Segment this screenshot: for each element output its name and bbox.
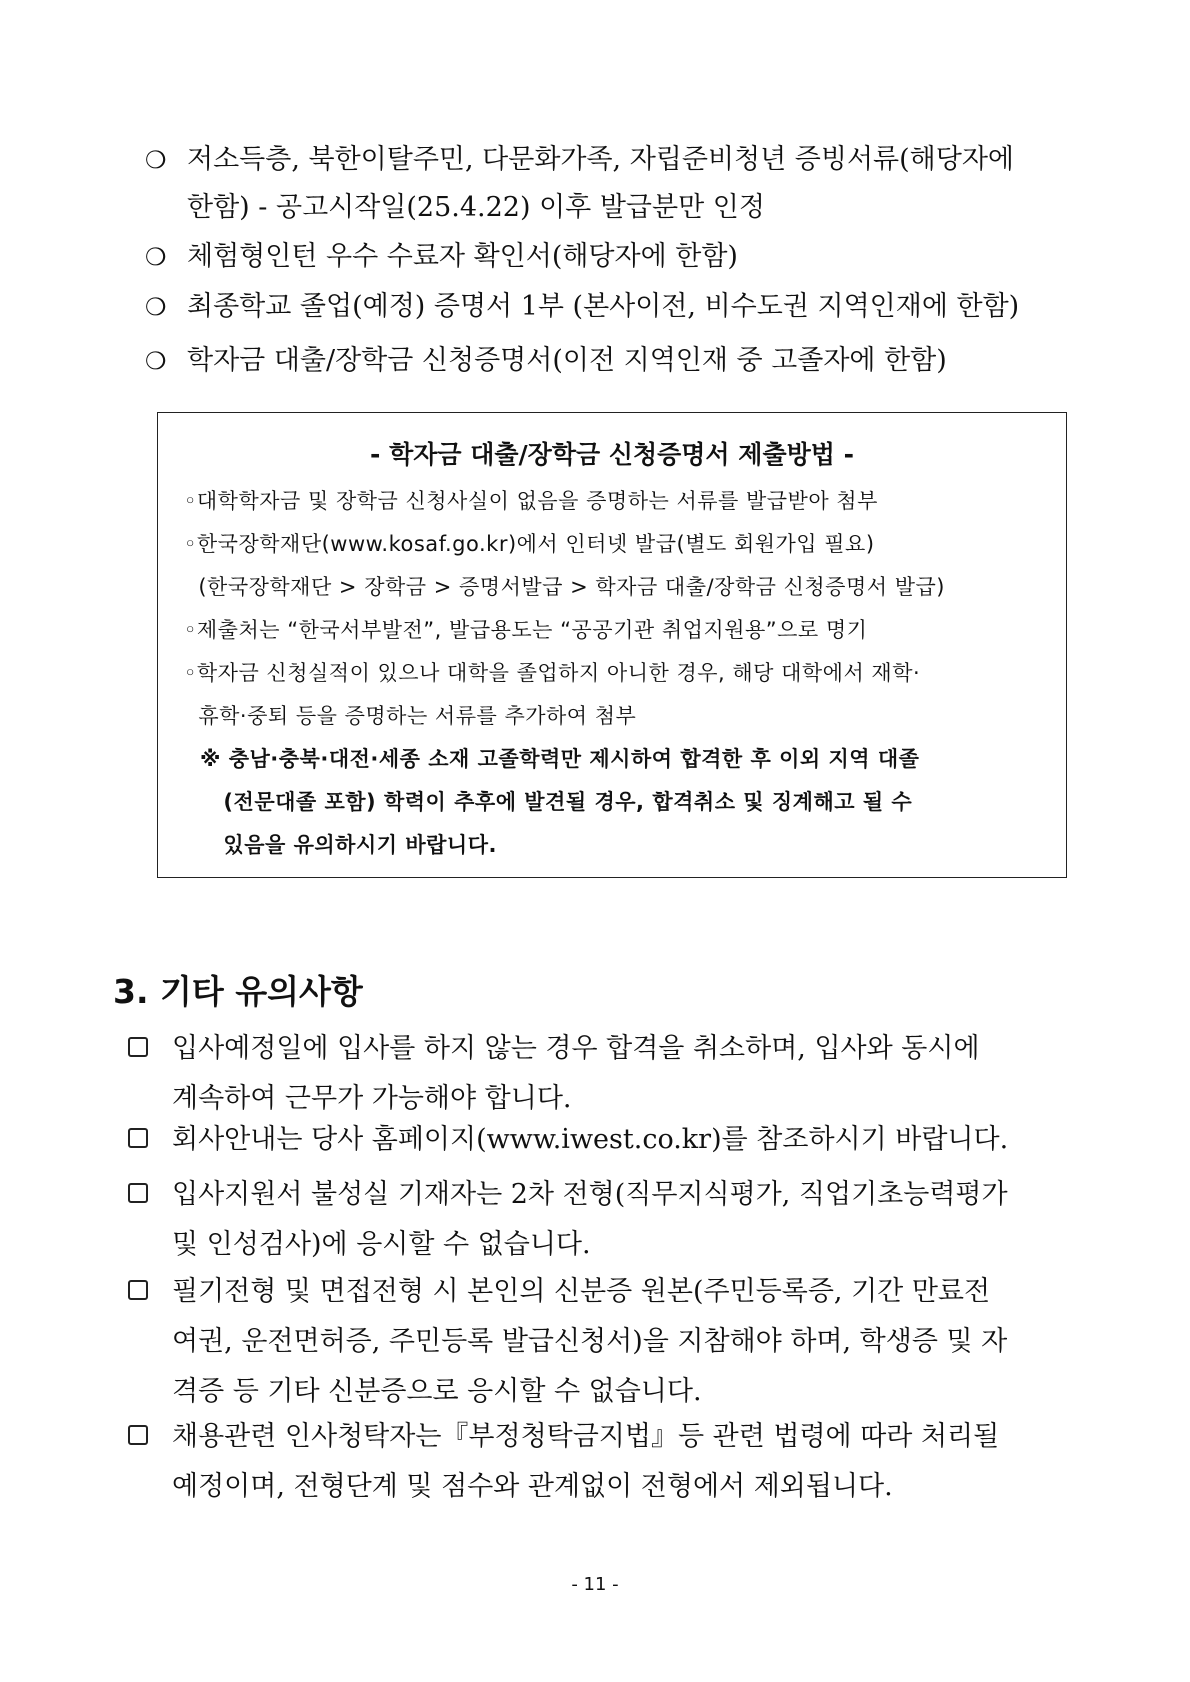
checkbox-square-icon — [128, 1183, 148, 1203]
box-line: ◦학자금 신청실적이 있으나 대학을 졸업하지 아니한 경우, 해당 대학에서 재학· — [184, 661, 921, 685]
list-item-text: 한함) - 공고시작일(25.4.22) 이후 발급분만 인정 — [187, 192, 765, 223]
checklist-item-text: 필기전형 및 면접전형 시 본인의 신분증 원본(주민등록증, 기간 만료전 — [172, 1276, 991, 1307]
checklist-item — [128, 1170, 1098, 1270]
list-item — [145, 283, 1095, 331]
checklist-item-text: 격증 등 기타 신분증으로 응시할 수 없습니다. — [172, 1376, 702, 1407]
list-item-text: 저소득층, 북한이탈주민, 다문화가족, 자립준비청년 증빙서류(해당자에 — [187, 144, 1014, 175]
checkbox-square-icon — [128, 1425, 148, 1445]
checklist-item-text: 계속하여 근무가 가능해야 합니다. — [172, 1083, 572, 1114]
checklist-item — [128, 1412, 1098, 1512]
submission-method-box — [157, 412, 1067, 878]
checklist-item-text: 및 인성검사)에 응시할 수 없습니다. — [172, 1229, 591, 1260]
checklist-item-text: 채용관련 인사청탁자는『부정청탁금지법』등 관련 법령에 따라 처리될 — [172, 1421, 1000, 1452]
checklist-item — [128, 1267, 1098, 1417]
checklist-item — [128, 1115, 1098, 1165]
list-item-text: 체험형인턴 우수 수료자 확인서(해당자에 한함) — [187, 241, 738, 272]
checklist-item-text: 입사예정일에 입사를 하지 않는 경우 합격을 취소하며, 입사와 동시에 — [172, 1033, 980, 1064]
box-note-line: 있음을 유의하시기 바랍니다. — [200, 833, 497, 857]
section-title: 3. 기타 유의사항 — [113, 972, 363, 1011]
list-item-text: 학자금 대출/장학금 신청증명서(이전 지역인재 중 고졸자에 한함) — [187, 345, 947, 376]
box-line: (한국장학재단 > 장학금 > 증명서발급 > 학자금 대출/장학금 신청증명서 발급) — [184, 575, 945, 599]
circle-bullet-icon: ❍ — [145, 293, 167, 321]
list-item-text: 최종학교 졸업(예정) 증명서 1부 (본사이전, 비수도권 지역인재에 한함) — [187, 291, 1020, 322]
checklist-item-text: 여권, 운전면허증, 주민등록 발급신청서)을 지참해야 하며, 학생증 및 자 — [172, 1326, 1008, 1357]
circle-bullet-icon: ❍ — [145, 243, 167, 271]
box-title: - 학자금 대출/장학금 신청증명서 제출방법 - — [370, 440, 854, 469]
list-item — [145, 136, 1095, 232]
box-note-line: ※ 충남·충북·대전·세종 소재 고졸학력만 제시하여 합격한 후 이외 지역 대졸 — [200, 747, 920, 771]
checkbox-square-icon — [128, 1128, 148, 1148]
checkbox-square-icon — [128, 1037, 148, 1057]
box-note-line: (전문대졸 포함) 학력이 추후에 발견될 경우, 합격취소 및 징계해고 될 수 — [200, 790, 913, 814]
box-line: ◦대학학자금 및 장학금 신청사실이 없음을 증명하는 서류를 발급받아 첨부 — [184, 489, 878, 513]
checkbox-square-icon — [128, 1280, 148, 1300]
checklist-item-text: 회사안내는 당사 홈페이지(www.iwest.co.kr)를 참조하시기 바랍니다. — [172, 1124, 1009, 1155]
list-item — [145, 337, 1095, 385]
checklist-item-text: 예정이며, 전형단계 및 점수와 관계없이 전형에서 제외됩니다. — [172, 1471, 893, 1502]
box-line: ◦제출처는 “한국서부발전”, 발급용도는 “공공기관 취업지원용”으로 명기 — [184, 618, 868, 642]
circle-bullet-icon: ❍ — [145, 146, 167, 174]
list-item — [145, 233, 1095, 281]
circle-bullet-icon: ❍ — [145, 347, 167, 375]
checklist-item-text: 입사지원서 불성실 기재자는 2차 전형(직무지식평가, 직업기초능력평가 — [172, 1179, 1008, 1210]
box-line: ◦한국장학재단(www.kosaf.go.kr)에서 인터넷 발급(별도 회원가입 필요) — [184, 532, 875, 556]
page-number: - 11 - — [571, 1574, 619, 1595]
box-line: 휴학·중퇴 등을 증명하는 서류를 추가하여 첨부 — [184, 704, 637, 728]
checklist-item — [128, 1024, 1098, 1124]
